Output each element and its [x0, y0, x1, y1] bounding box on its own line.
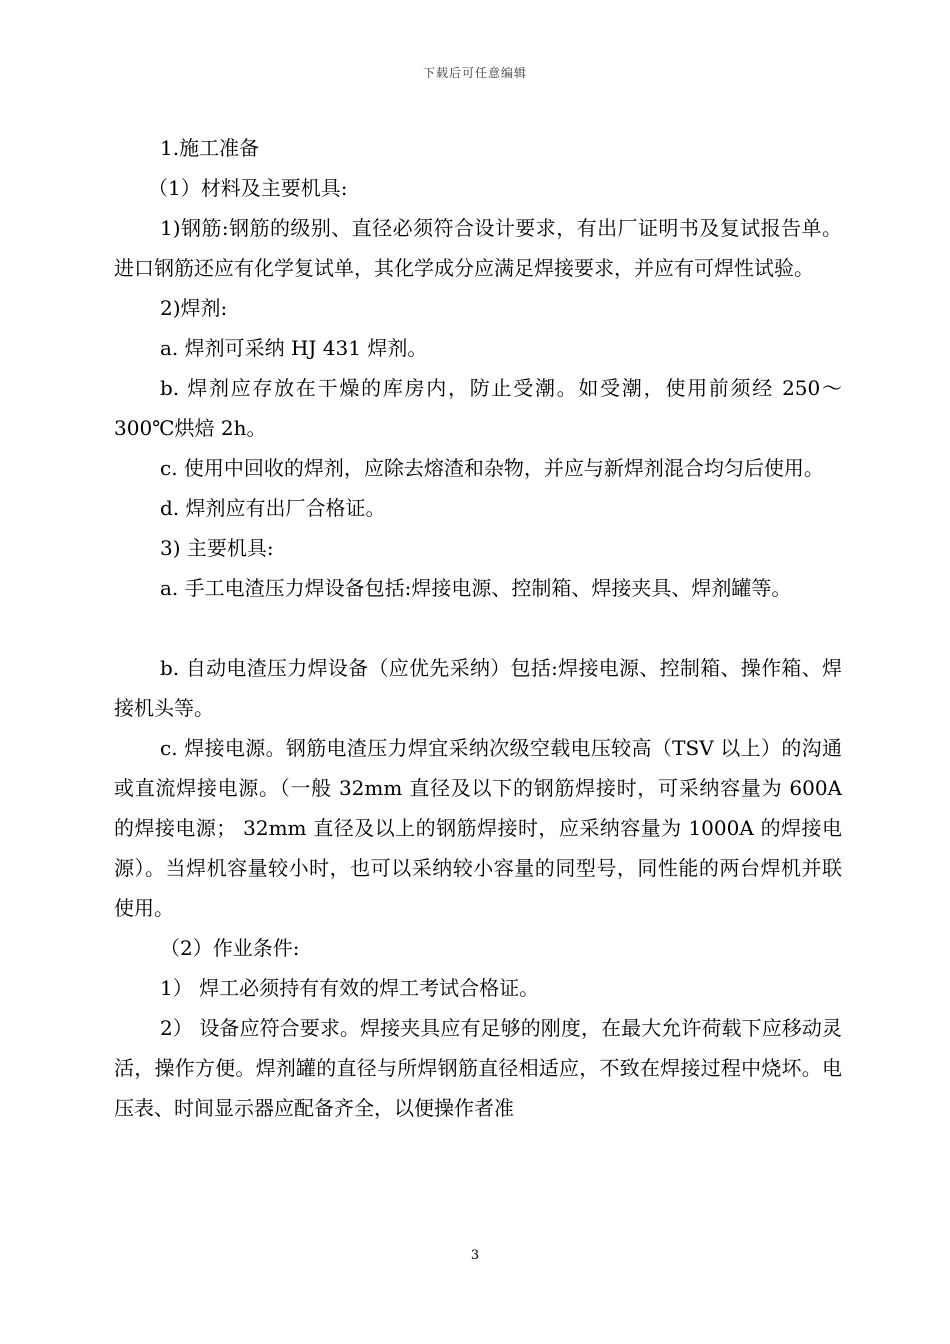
blank-line [114, 608, 842, 648]
paragraph-flux-a: a. 焊剂可采纳 HJ 431 焊剂。 [160, 336, 428, 360]
paragraph-flux-d: d. 焊剂应有出厂合格证。 [160, 496, 386, 520]
paragraph-flux-heading: 2)焊剂: [160, 296, 228, 320]
page-header: 下载后可任意编辑 [422, 66, 527, 80]
page-number: 3 [470, 1248, 480, 1263]
paragraph-tools-b: b. 自动电渣压力焊设备（应优先采纳）包括:焊接电源、控制箱、操作箱、焊接机头等。 [114, 656, 842, 720]
paragraph-flux-c: c. 使用中回收的焊剂，应除去熔渣和杂物，并应与新焊剂混合均匀后使用。 [160, 456, 824, 480]
subsection-heading-conditions: （2）作业条件: [160, 936, 300, 960]
paragraph-tools-c: c. 焊接电源。钢筋电渣压力焊宜采纳次级空载电压较高（TSV 以上）的沟通或直流焊接电源。（一般 32mm 直径及以下的钢筋焊接时，可采纳容量为 600A 的焊接电源； 32mm 直径及以上的钢筋焊接时，应采纳容量为 1000A 的焊接电源）。当焊机容量较小时，也可以采纳较小容量的同型号，同性能的两台焊机并联使用。 [114, 736, 842, 920]
paragraph-steel: 1)钢筋:钢筋的级别、直径必须符合设计要求，有出厂证明书及复试报告单。进口钢筋还应有化学复试单，其化学成分应满足焊接要求，并应有可焊性试验。 [114, 216, 842, 280]
paragraph-flux-b: b. 焊剂应存放在干燥的库房内，防止受潮。如受潮，使用前须经 250～300℃烘焙 2h。 [114, 376, 842, 440]
paragraph-condition-1: 1） 焊工必须持有有效的焊工考试合格证。 [160, 976, 540, 1000]
paragraph-tools-heading: 3) 主要机具: [160, 536, 274, 560]
paragraph-tools-a: a. 手工电渣压力焊设备包括:焊接电源、控制箱、焊接夹具、焊剂罐等。 [160, 576, 792, 600]
subsection-heading-materials: （1）材料及主要机具: [148, 176, 348, 200]
paragraph-condition-2: 2） 设备应符合要求。焊接夹具应有足够的刚度，在最大允许荷载下应移动灵活，操作方便。焊剂罐的直径与所焊钢筋直径相适应，不致在焊接过程中烧坏。电压表、时间显示器应配备齐全，以便操作者准 [114, 1016, 842, 1120]
document-body [114, 128, 842, 1128]
section-title: 1.施工准备 [160, 136, 260, 160]
